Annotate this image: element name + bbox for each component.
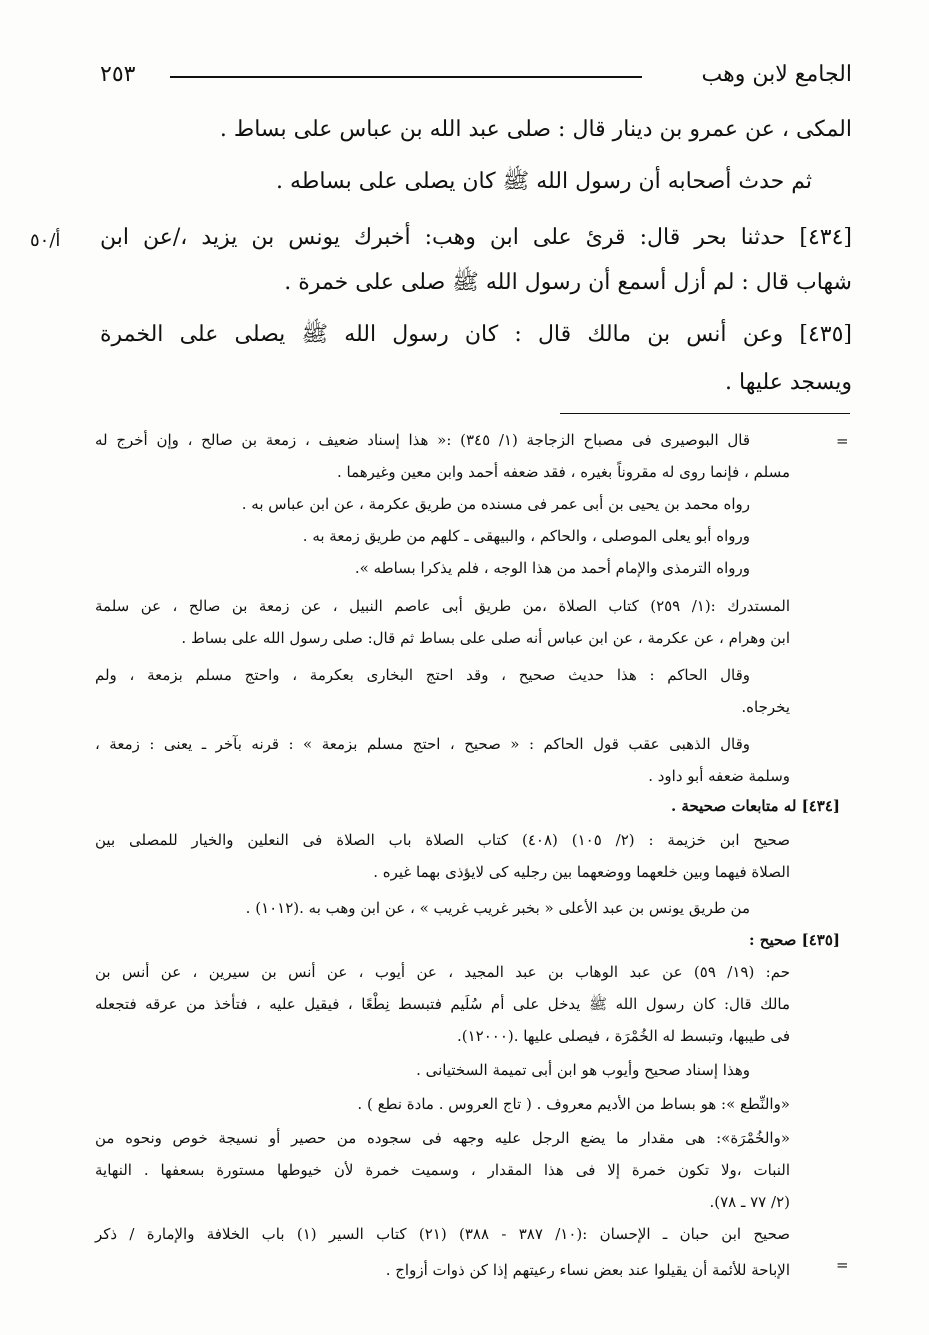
footnote-line: «والخُمْرَة»: هى مقدار ما يضع الرجل عليه وجهه فى سجوده من حصير أو نسيجة خوص ونحوه من <box>95 1129 790 1147</box>
footnote-line: قال البوصيرى فى مصباح الزجاجة (١/ ٣٤٥) :« هذا إسناد ضعيف ، زمعة بن صالح ، وإن أخرج له <box>95 431 751 449</box>
footnote-line: وقال الذهبى عقب قول الحاكم : « صحيح ، احتج مسلم بزمعة » : قرنه بآخر ـ يعنى : زمعة ، <box>95 735 750 753</box>
footnote-line: ورواه الترمذى والإمام أحمد من هذا الوجه ، فلم يذكرا بساطه ». <box>354 559 750 577</box>
footnote-line: مالك قال: كان رسول الله ﷺ يدخل على أم سُلَيم فتبسط نِطْعًا ، فيقيل عليه ، فتأخذ من عرقه فتجعله <box>95 995 790 1013</box>
footnote-line: فى طيبها، وتبسط له الخُمْرَة ، فيصلى عليها .(١٢٠٠٠). <box>456 1027 790 1045</box>
footnote-line: حم: (١٩/ ٥٩) عن عبد الوهاب بن عبد المجيد ، عن أيوب ، عن أنس بن سيرين ، عن أنس بن <box>95 963 790 981</box>
footnote-line: النبات ،ولا تكون خمرة إلا فى هذا المقدار ، وسميت خمرة لأن خيوطها مستورة بسعفها . النهاية <box>95 1161 790 1179</box>
hadith-435-line: [٤٣٥] وعن أنس بن مالك قال : كان رسول الله ﷺ يصلى على الخمرة <box>100 322 852 347</box>
footnote-line: من طريق يونس بن عبد الأعلى « بخبر غريب غريب » ، عن ابن وهب به .(١٠١٢) . <box>245 899 750 917</box>
running-header <box>100 62 852 92</box>
footnote-line: مسلم ، فإنما روى له مقروناً بغيره ، فقد ضعفه أحمد وابن معين وغيرهما . <box>336 463 790 481</box>
main-line: المكى ، عن عمرو بن دينار قال : صلى عبد الله بن عباس على بساط . <box>219 117 852 142</box>
continuation-mark: = <box>836 1256 849 1274</box>
page-number: ٢٥٣ <box>100 62 136 87</box>
footnote-line: الصلاة فيهما وبين خلعهما ووضعهما بين رجليه كى لايؤذى بهما غيره . <box>373 863 790 881</box>
footnote-line: يخرجاه. <box>741 698 790 716</box>
footnote-line: صحيح ابن حبان ـ الإحسان :(١٠/ ٣٨٧ - ٣٨٨) (٢١) كتاب السير (١) باب الخلافة والإمارة / ذكر <box>95 1225 791 1243</box>
footnote-heading-435: [٤٣٥] صحيح : <box>749 931 840 949</box>
header-rule <box>170 76 642 78</box>
footnote-line: وسلمة ضعفه أبو داود . <box>648 767 790 785</box>
continuation-mark: = <box>836 432 849 450</box>
footnote-line: وقال الحاكم : هذا حديث صحيح ، وقد احتج البخارى بعكرمة ، واحتج مسلم بزمعة ، ولم <box>95 666 750 684</box>
footnote-line: المستدرك :(١/ ٢٥٩) كتاب الصلاة ،من طريق أبى عاصم النبيل ، عن زمعة بن صالح ، عن سلمة <box>95 597 790 615</box>
footnote-line: «والنِّطع »: هو بساط من الأديم معروف . ( تاج العروس . مادة نطع ) . <box>357 1095 790 1113</box>
footnote-line: ورواه أبو يعلى الموصلى ، والحاكم ، والبيهقى ـ كلهم من طريق زمعة به . <box>302 527 750 545</box>
folio-margin-note: أ/٥٠ <box>30 230 61 251</box>
footnote-heading-434: [٤٣٤] له متابعات صحيحة . <box>670 797 840 815</box>
main-line: شهاب قال : لم أزل أسمع أن رسول الله ﷺ صلى على خمرة . <box>284 270 852 295</box>
main-line: ثم حدث أصحابه أن رسول الله ﷺ كان يصلى على بساطه . <box>276 169 812 194</box>
footnote-separator <box>560 413 850 414</box>
footnote-line: الإباحة للأئمة أن يقيلوا عند بعض نساء رعيتهم إذا كن ذوات أزواج . <box>385 1261 790 1279</box>
footnote-line: (٢/ ٧٧ ـ ٧٨). <box>709 1193 790 1211</box>
main-line: ويسجد عليها . <box>725 370 852 395</box>
footnote-line: صحيح ابن خزيمة : (٢/ ١٠٥) (٤٠٨) كتاب الصلاة باب الصلاة فى النعلين والخيار للمصلى بين <box>95 831 790 849</box>
footnote-line: ابن وهرام ، عن عكرمة ، عن ابن عباس أنه صلى على بساط ثم قال: صلى رسول الله على بساط . <box>181 629 790 647</box>
hadith-434-line: [٤٣٤] حدثنا بحر قال: قرئ على ابن وهب: أخبرك يونس بن يزيد ،/عن ابن <box>100 225 852 250</box>
footnote-line: وهذا إسناد صحيح وأيوب هو ابن أبى تميمة السختيانى . <box>416 1061 750 1079</box>
footnote-line: رواه محمد بن يحيى بن أبى عمر فى مسنده من طريق عكرمة ، عن ابن عباس به . <box>241 495 750 513</box>
running-title: الجامع لابن وهب <box>701 62 852 87</box>
